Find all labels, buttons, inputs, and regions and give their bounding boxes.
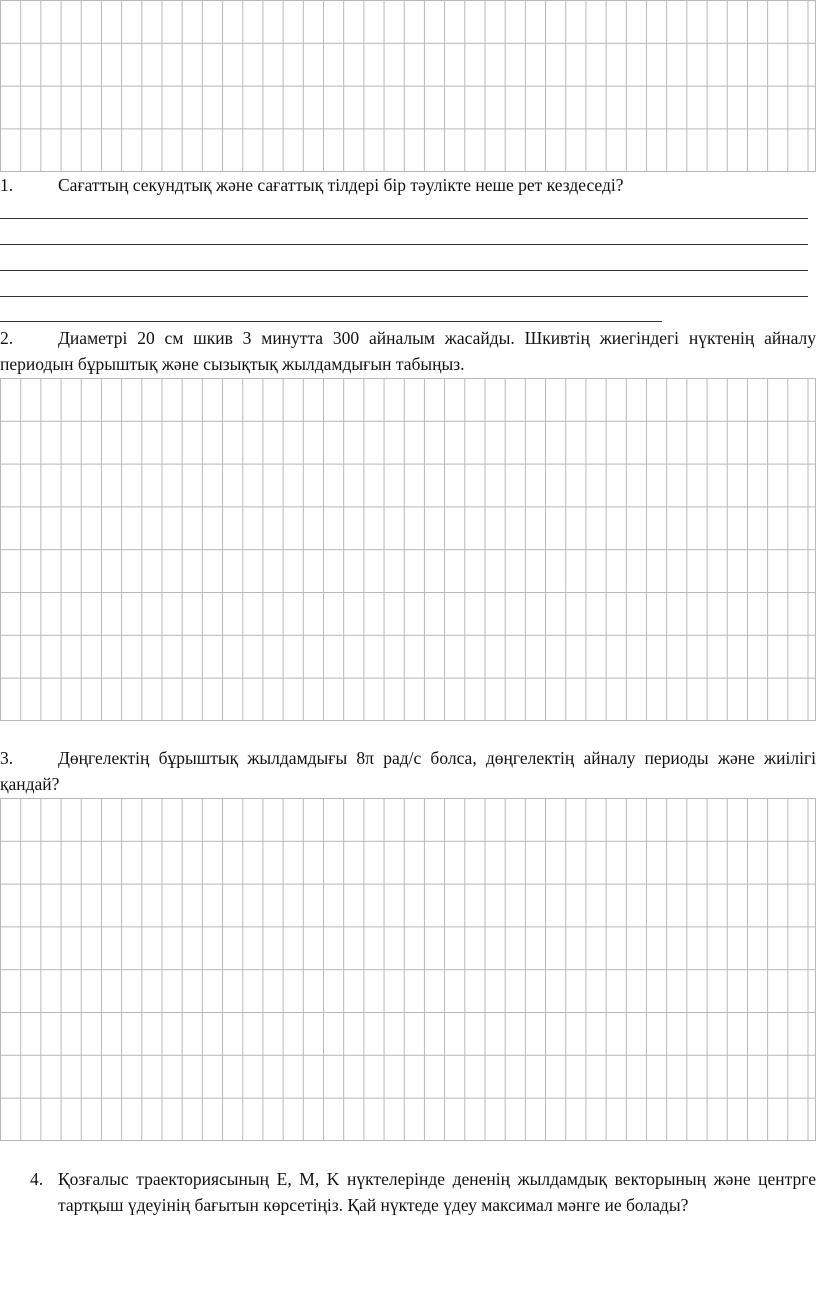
answer-line[interactable] bbox=[0, 270, 808, 271]
answer-line[interactable] bbox=[0, 244, 808, 245]
question-text: Сағаттың секундтық және сағаттық тілдері бір тәулікте неше рет кездеседі? bbox=[58, 175, 624, 195]
question-text: Диаметрі 20 см шкив 3 минутта 300 айналым жасайды. Шкивтің жиегіндегі нүктенің айналу периодын бұрыштық және сызықтық жылдамдығын табыңыз. bbox=[0, 328, 816, 374]
question-text: Қозғалыс траекториясының E, M, K нүктелерінде дененің жылдамдық векторының және центрге тартқыш үдеуінің бағытын көрсетіңіз. Қай нүктеде үдеу максимал мәнге ие болады? bbox=[58, 1169, 816, 1215]
question-number: 3. bbox=[0, 748, 14, 768]
answer-line[interactable] bbox=[0, 296, 808, 297]
answer-line[interactable] bbox=[0, 321, 662, 322]
question-number: 1. bbox=[0, 175, 14, 195]
answer-line[interactable] bbox=[0, 218, 808, 219]
question-number: 2. bbox=[0, 328, 14, 348]
question-text: Дөңгелектің бұрыштық жылдамдығы 8π рад/с болса, дөңгелектің айналу периоды және жиілігі қандай? bbox=[0, 748, 816, 794]
answer-grid-top bbox=[0, 0, 816, 172]
answer-grid-2[interactable] bbox=[0, 378, 816, 721]
question-number: 4. bbox=[30, 1169, 44, 1189]
answer-grid-3[interactable] bbox=[0, 798, 816, 1141]
question-3 bbox=[0, 745, 816, 797]
question-2 bbox=[0, 325, 816, 377]
question-1 bbox=[0, 172, 816, 198]
question-4 bbox=[30, 1166, 816, 1218]
